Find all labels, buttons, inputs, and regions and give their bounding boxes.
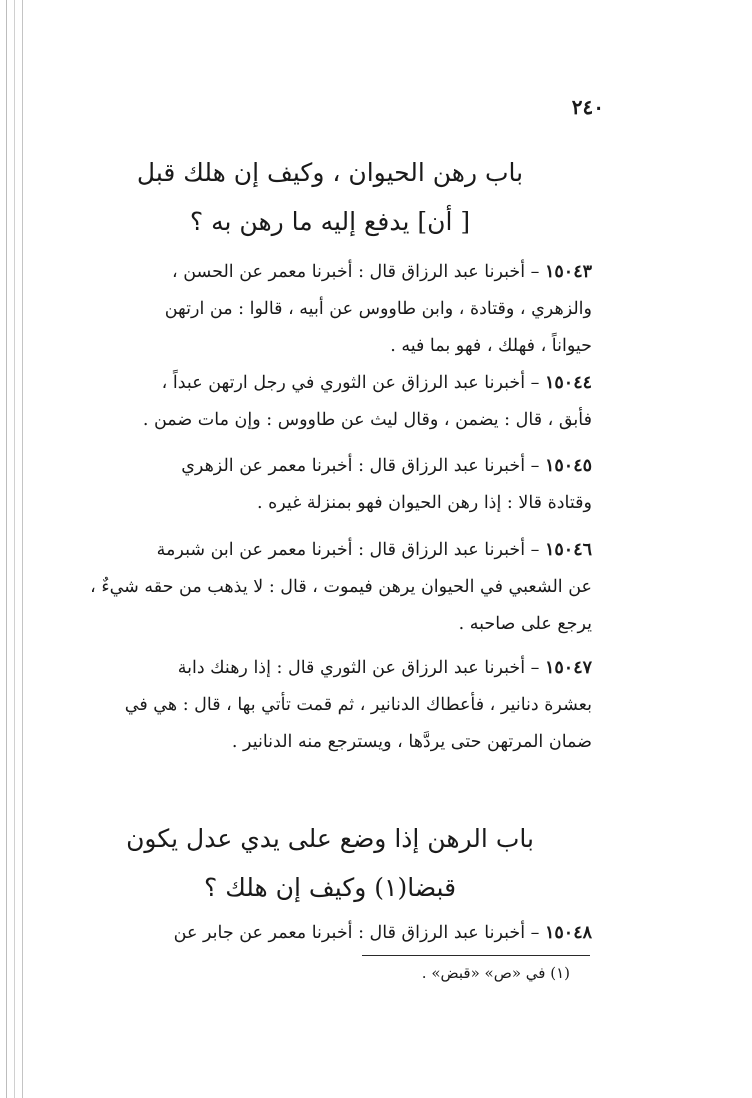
- chapter-heading: [100, 814, 560, 912]
- hadith-number: ١٥٠٤٧: [545, 658, 592, 678]
- hadith-number: ١٥٠٤٥: [545, 456, 592, 476]
- chapter-heading-line: قبضا(١) وكيف إن هلك ؟: [203, 873, 457, 902]
- hadith-entry: [72, 650, 592, 761]
- hadith-line: ضمان المرتهن حتى يردَّها ، ويسترجع منه الدنانير .: [231, 732, 592, 752]
- hadith-text: – أخبرنا عبد الرزاق قال : أخبرنا معمر عن الحسن ،: [172, 262, 540, 282]
- hadith-number: ١٥٠٤٤: [545, 373, 592, 393]
- hadith-entry: [72, 365, 592, 439]
- hadith-line: [72, 365, 592, 402]
- chapter-heading-line: [ أن] يدفع إليه ما رهن به ؟: [189, 207, 471, 236]
- hadith-line: عن الشعبي في الحيوان يرهن فيموت ، قال : لا يذهب من حقه شيءٌ ،: [90, 577, 592, 597]
- hadith-line: وقتادة قالا : إذا رهن الحيوان فهو بمنزلة غيره .: [256, 493, 592, 513]
- hadith-number: ١٥٠٤٣: [545, 262, 592, 282]
- hadith-entry: [72, 254, 592, 365]
- hadith-number: ١٥٠٤٨: [545, 923, 592, 943]
- hadith-line: [72, 532, 592, 569]
- footnote-divider: [362, 955, 590, 956]
- hadith-entry: [72, 448, 592, 522]
- footnote: (١) في «ص» «قبض» .: [421, 964, 570, 982]
- hadith-line: حيواناً ، فهلك ، فهو بما فيه .: [390, 336, 592, 356]
- scan-gutter-line: [14, 0, 15, 1098]
- hadith-line: فأبق ، قال : يضمن ، وقال ليث عن طاووس : وإن مات ضمن .: [142, 410, 592, 430]
- hadith-text: – أخبرنا عبد الرزاق قال : أخبرنا معمر عن ابن شبرمة: [156, 540, 540, 560]
- hadith-number: ١٥٠٤٦: [545, 540, 592, 560]
- chapter-heading-line: باب رهن الحيوان ، وكيف إن هلك قبل: [136, 158, 524, 187]
- hadith-line: [72, 650, 592, 687]
- hadith-text: – أخبرنا عبد الرزاق قال : أخبرنا معمر عن جابر عن: [173, 923, 540, 943]
- chapter-heading-line: باب الرهن إذا وضع على يدي عدل يكون: [126, 824, 534, 853]
- hadith-line: [72, 254, 592, 291]
- hadith-text: – أخبرنا عبد الرزاق قال : أخبرنا معمر عن الزهري: [181, 456, 540, 476]
- hadith-text: – أخبرنا عبد الرزاق عن الثوري قال : إذا رهنك دابة: [177, 658, 540, 678]
- hadith-entry: [72, 915, 592, 952]
- hadith-line: والزهري ، وقتادة ، وابن طاووس عن أبيه ، قالوا : من ارتهن: [164, 299, 592, 319]
- scan-gutter-line: [6, 0, 7, 1098]
- hadith-entry: [72, 532, 592, 643]
- hadith-text: – أخبرنا عبد الرزاق عن الثوري في رجل ارتهن عبداً ،: [161, 373, 540, 393]
- chapter-heading: [100, 148, 560, 246]
- scan-gutter-line: [22, 0, 23, 1098]
- hadith-line: يرجع على صاحبه .: [458, 614, 592, 634]
- hadith-line: [72, 448, 592, 485]
- page-number: ٢٤٠: [571, 95, 604, 119]
- hadith-line: بعشرة دنانير ، فأعطاك الدنانير ، ثم قمت تأتي بها ، قال : هي في: [124, 695, 592, 715]
- hadith-line: [72, 915, 592, 952]
